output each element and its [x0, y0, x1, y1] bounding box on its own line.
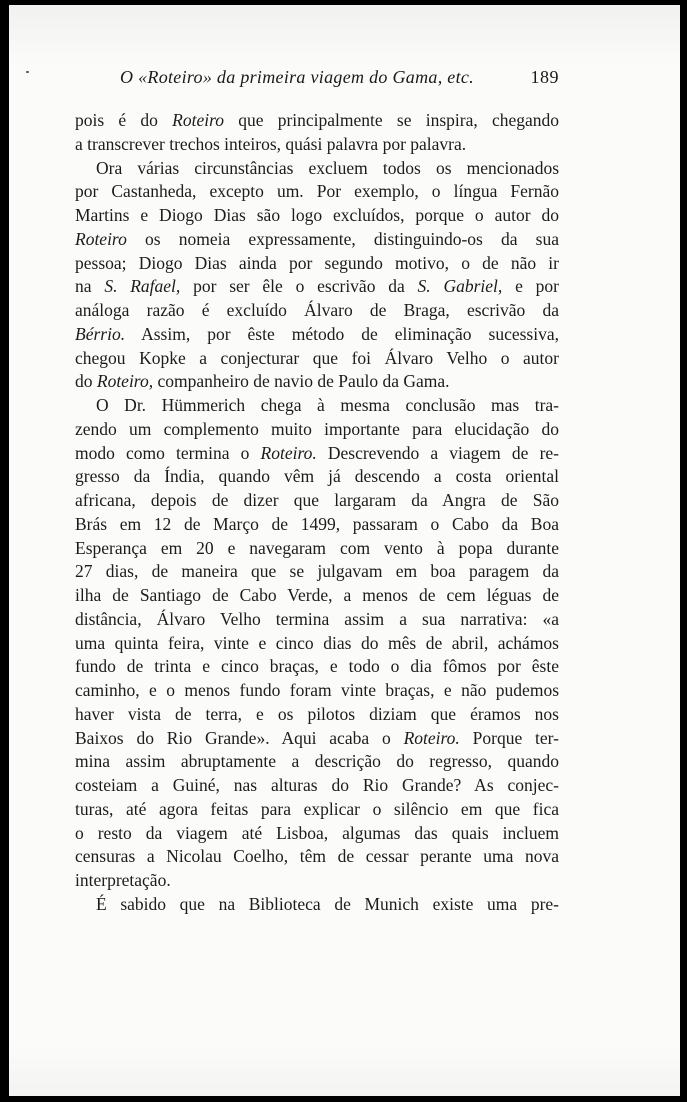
ink-speck	[26, 71, 29, 73]
text-run: 27 dias, de maneira que se julgavam em boa paragem da	[75, 561, 559, 582]
italic-text-run: S. Rafael,	[104, 276, 181, 297]
running-head	[75, 67, 559, 93]
text-run: caminho, e o menos fundo foram vinte braças, e não pudemos	[75, 680, 559, 700]
text-line	[75, 608, 559, 632]
text-run: modo como termina o	[75, 442, 261, 463]
text-run: Martins e Diogo Dias são logo excluídos, porque o autor do	[75, 205, 559, 225]
text-line	[75, 180, 559, 204]
text-run: fundo de trinta e cinco braças, e todo o dia fômos por êste	[75, 656, 559, 677]
text-line	[75, 442, 559, 466]
text-run: Porque ter-	[459, 727, 559, 748]
text-line	[75, 822, 559, 846]
text-line	[75, 109, 559, 133]
text-run: chegou Kopke a conjecturar que foi Álvaro Velho o autor	[75, 347, 559, 368]
text-line	[75, 204, 559, 228]
text-run: mina assim abruptamente a descrição do regresso, quando	[75, 751, 559, 772]
text-run: análoga razão é excluído Álvaro de Braga, escrivão da	[75, 300, 559, 320]
text-run: turas, até agora feitas para explicar o silêncio em que fica	[75, 798, 559, 819]
text-line	[75, 632, 559, 656]
text-run: os nomeia expressamente, distinguindo-os da sua	[126, 228, 559, 249]
text-run: pois é do	[75, 110, 173, 130]
text-run: na	[75, 276, 105, 297]
text-run: O Dr. Hümmerich chega à mesma conclusão mas tra-	[96, 395, 559, 415]
text-line	[75, 869, 559, 893]
text-run: Baixos do Rio Grande». Aqui acaba o	[75, 727, 404, 748]
text-line	[75, 465, 559, 489]
text-line	[75, 347, 559, 371]
text-line	[75, 418, 559, 442]
italic-text-run: Roteiro,	[96, 371, 154, 392]
text-line	[75, 299, 559, 323]
text-line	[75, 655, 559, 679]
text-run: Assim, por êste método de eliminação sucessiva,	[125, 323, 559, 344]
text-line	[75, 537, 559, 561]
text-line	[75, 727, 559, 751]
text-run: distância, Álvaro Velho termina assim a sua narrativa: «a	[75, 608, 559, 629]
text-line	[75, 774, 559, 798]
italic-text-run: Roteiro	[75, 228, 127, 249]
text-line	[75, 157, 559, 181]
text-run: ilha de Santiago de Cabo Verde, a menos de cem léguas de	[75, 585, 559, 605]
text-line	[75, 679, 559, 703]
text-run: pessoa; Diogo Dias ainda por segundo motivo, o de não ir	[75, 252, 559, 273]
text-line	[75, 394, 559, 418]
text-line	[75, 489, 559, 513]
italic-text-run: Bérrio.	[75, 323, 126, 344]
text-line	[75, 893, 559, 917]
running-head-title: O «Roteiro» da primeira viagem do Gama, etc.	[120, 67, 474, 87]
text-line	[75, 750, 559, 774]
italic-text-run: Roteiro.	[403, 727, 460, 748]
text-line	[75, 252, 559, 276]
text-line	[75, 513, 559, 537]
body-text	[75, 109, 559, 917]
text-run: que principalmente se inspira, chegando	[223, 110, 559, 130]
text-run: Brás em 12 de Março de 1499, passaram o Cabo da Boa	[75, 513, 559, 534]
text-line	[75, 133, 559, 157]
text-line	[75, 845, 559, 869]
text-run: Descrevendo a viagem de re-	[316, 442, 559, 463]
text-run: interpretação.	[75, 870, 171, 890]
text-run: africana, depois de dizer que largaram da Angra de São	[75, 490, 559, 510]
text-line	[75, 323, 559, 347]
text-run: zendo um complemento muito importante para elucidação do	[75, 418, 559, 439]
text-run: Esperança em 20 e navegaram com vento à popa durante	[75, 537, 559, 558]
text-line	[75, 228, 559, 252]
text-run: por Castanheda, excepto um. Por exemplo, o língua Fernão	[75, 181, 559, 202]
page-number: 189	[530, 67, 559, 87]
text-line	[75, 703, 559, 727]
text-run: costeiam a Guiné, nas alturas do Rio Grande? As conjec-	[75, 775, 559, 795]
italic-text-run: Roteiro	[172, 110, 224, 130]
text-line	[75, 560, 559, 584]
text-run: Ora várias circunstâncias excluem todos os mencionados	[96, 157, 559, 178]
text-run: do	[75, 371, 97, 392]
text-run: haver vista de terra, e os pilotos diziam que éramos nos	[75, 703, 559, 724]
text-line	[75, 370, 559, 394]
text-run: gresso da Índia, quando vêm já descendo a costa oriental	[75, 466, 559, 487]
text-run: a transcrever trechos inteiros, quási palavra por palavra.	[75, 133, 467, 154]
text-line	[75, 584, 559, 608]
text-run: uma quinta feira, vinte e cinco dias do mês de abril, achámos	[75, 632, 559, 653]
text-run: o resto da viagem até Lisboa, algumas das quais incluem	[75, 822, 559, 843]
italic-text-run: Roteiro.	[260, 442, 317, 463]
book-page	[9, 5, 680, 1096]
text-line	[75, 798, 559, 822]
text-run: por ser êle o escrivão da	[180, 276, 418, 297]
italic-text-run: S. Gabriel,	[417, 276, 503, 297]
text-run: censuras a Nicolau Coelho, têm de cessar perante uma nova	[75, 846, 559, 867]
text-run: e por	[502, 276, 559, 297]
text-run: É sabido que na Biblioteca de Munich existe uma pre-	[96, 893, 559, 914]
text-run: companheiro de navio de Paulo da Gama.	[153, 371, 450, 392]
text-line	[75, 275, 559, 299]
